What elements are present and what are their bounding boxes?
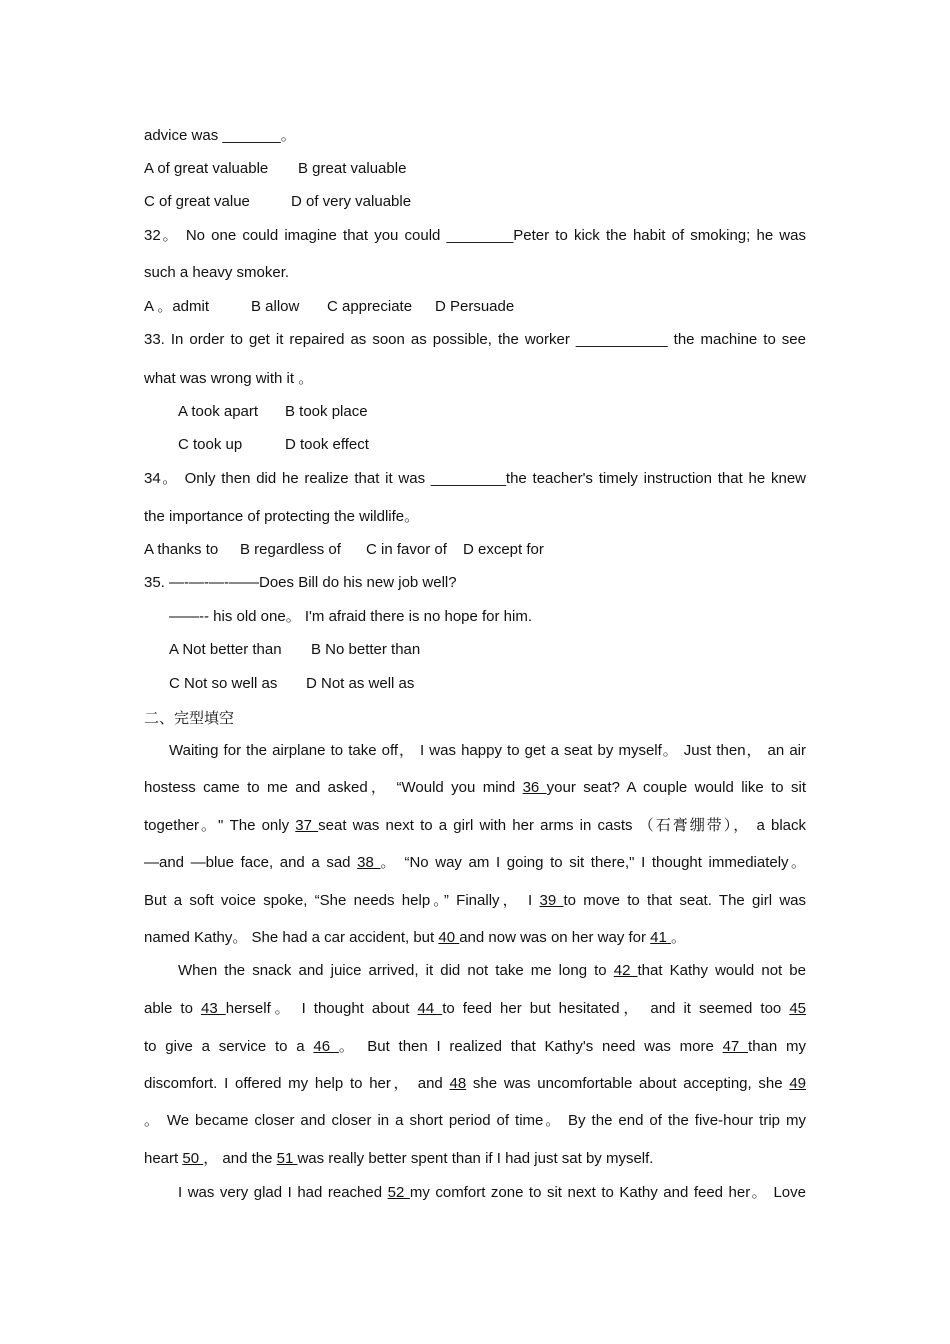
blank-44: 44 [417,1000,443,1017]
blank-46: 46 [313,1038,339,1055]
q31-option-b: B great valuable [298,160,407,177]
passage-text: I was very glad I had reached [178,1184,388,1201]
q35-option-c: C Not so well as [169,675,278,692]
passage-text: named Kathy。 She had a car accident, but [144,929,439,946]
passage-text: to move to that seat. The girl was [563,892,806,909]
passage-line-2 [144,777,806,799]
blank-37: 37 [295,817,319,834]
q32-option-b: B allow [251,298,300,315]
passage-text: was really better spent than if I had just sat by myself. [297,1150,654,1167]
q35-options-row1 [169,639,806,661]
passage-text: to give a service to a [144,1038,314,1055]
passage-line-7 [178,960,806,982]
passage-text: your seat? A couple would like to sit [546,779,806,796]
passage-text: and now was on her way for [459,929,651,946]
q32-stem-line2: such a heavy smoker. [144,264,290,281]
q34-option-d: D except for [463,541,544,558]
q33-option-b: B took place [285,403,368,420]
q34-options [144,539,806,561]
q33-option-c: C took up [178,436,243,453]
passage-line-4 [144,852,806,874]
blank-36: 36 [522,779,547,796]
passage-line-9 [144,1036,806,1058]
q32-options [144,296,806,318]
passage-line-8 [144,998,806,1020]
q32-stem-line1: 32。 No one could imagine that you could ________Peter to kick the habit of smoking; he was [144,227,806,244]
passage-text: that Kathy would not be [637,962,806,979]
blank-42: 42 [613,962,638,979]
passage-text: 。 [671,929,687,946]
passage-text: than my [748,1038,806,1055]
passage-line-5 [144,890,806,912]
q34-option-a: A thanks to [144,541,219,558]
q35-option-b: B No better than [311,641,421,658]
passage-line-6 [144,927,806,949]
blank-39: 39 [539,892,564,909]
blank-41: 41 [650,929,672,946]
blank-47: 47 [722,1038,749,1055]
passage-text: able to [144,1000,201,1017]
q31-options-row2 [144,191,806,213]
passage-line-13 [178,1182,806,1204]
q32-option-c: C appreciate [327,298,413,315]
blank-45: 45 [789,1000,806,1017]
q35-option-a: A Not better than [169,641,282,658]
q32-option-d: D Persuade [435,298,515,315]
q34-stem-line2: the importance of protecting the wildlife。 [144,508,420,525]
q33-option-d: D took effect [285,436,369,453]
passage-text: seat was next to a girl with her arms in casts （石膏绷带）， a black [318,817,806,834]
q34-option-c: C in favor of [366,541,447,558]
q31-option-a: A of great valuable [144,160,269,177]
passage-line-1: Waiting for the airplane to take off， I was happy to get a seat by myself。 Just then， an air [169,742,806,759]
passage-text: ， and the [203,1150,277,1167]
q33-stem-line2: what was wrong with it 。 [144,370,314,387]
passage-line-3 [144,815,806,837]
blank-49: 49 [789,1075,806,1092]
q31-options-row1 [144,158,806,180]
q33-option-a: A took apart [178,403,259,420]
q33-stem-line1: 33. In order to get it repaired as soon as possible, the worker ___________ the machine to see [144,331,806,348]
passage-line-10 [144,1073,806,1095]
blank-43: 43 [200,1000,226,1017]
section-heading: 二、完型填空 [144,709,235,727]
q33-options-row2 [178,434,806,456]
passage-text: discomfort. I offered my help to her， and [144,1075,450,1092]
passage-text: to feed her but hesitated， and it seemed too [442,1000,790,1017]
q35-options-row2 [169,673,806,695]
passage-line-12 [144,1148,806,1170]
blank-48: 48 [449,1075,467,1092]
blank-38: 38 [357,854,381,871]
blank-50: 50 [182,1150,204,1167]
passage-text: 。 “No way am I going to sit there," I thought immediately。 [380,854,806,871]
q33-options-row1 [178,401,806,423]
blank-51: 51 [276,1150,298,1167]
q31-stem-end: advice was _______。 [144,127,296,144]
blank-52: 52 [387,1184,410,1201]
q35-option-d: D Not as well as [306,675,415,692]
blank-40: 40 [438,929,460,946]
passage-text: she was uncomfortable about accepting, she [466,1075,790,1092]
passage-text: hostess came to me and asked， “Would you mind [144,779,523,796]
q34-option-b: B regardless of [240,541,341,558]
passage-text: When the snack and juice arrived, it did not take me long to [178,962,614,979]
q34-stem-line1: 34。 Only then did he realize that it was _________the teacher's timely instruction that he knew [144,470,806,487]
q35-stem-line2: ——-- his old one。 I'm afraid there is no hope for him. [169,608,533,625]
passage-text: But a soft voice spoke, “She needs help。” Finally， I [144,892,540,909]
passage-text: herself。 I thought about [225,1000,418,1017]
passage-text: 。 But then I realized that Kathy's need was more [338,1038,723,1055]
passage-text: heart [144,1150,183,1167]
q31-option-d: D of very valuable [291,193,412,210]
passage-text: my comfort zone to sit next to Kathy and feed her。 Love [409,1184,806,1201]
passage-text: —and —blue face, and a sad [144,854,358,871]
passage-line-11: 。 We became closer and closer in a short period of time。 By the end of the five-hour trip my [144,1112,806,1129]
q32-option-a: A 。admit [144,298,210,315]
q31-option-c: C of great value [144,193,250,210]
passage-text: together。" The only [144,817,296,834]
q35-stem-line1: 35. —-—-—-——Does Bill do his new job well? [144,574,457,591]
